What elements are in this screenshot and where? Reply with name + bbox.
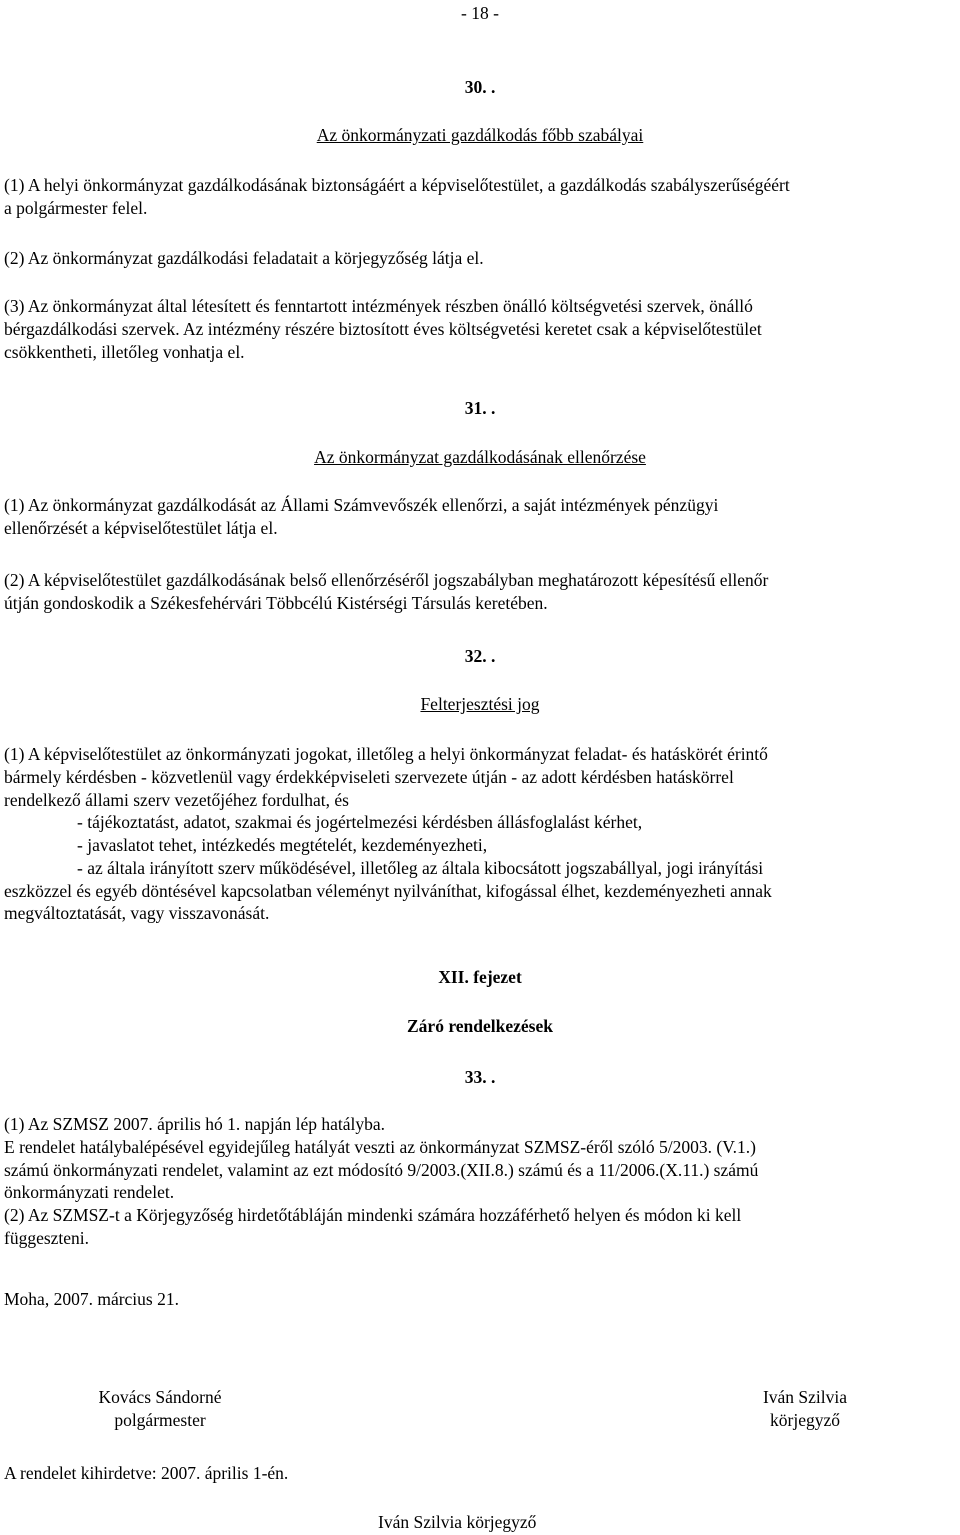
chapter-number: XII. fejezet (438, 967, 522, 987)
section-30-paragraph-1 (4, 174, 956, 220)
section-30-p1-line2: a polgármester felel. (4, 197, 148, 218)
section-32-p1-line1: (1) A képviselőtestület az önkormányzati jogokat, illetőleg a helyi önkormányzat feladat- és hatáskörét érintő (4, 744, 768, 764)
section-33-p1b-line2: számú önkormányzati rendelet, valamint az ezt módosító 9/2003.(XII.8.) számú és a 11/2006.(X.11.) számú (4, 1159, 759, 1180)
section-30-p3-line3: csökkentheti, illetőleg vonhatja el. (4, 341, 245, 362)
section-32-item-3: - az általa irányított szerv működésével, illetőleg az általa kibocsátott jogszabállyal, jogi irányítási (77, 857, 764, 878)
section-32-number: 32. . (464, 646, 496, 666)
section-30-p1-line1: (1) A helyi önkormányzat gazdálkodásának biztonságáért a képviselőtestület, a gazdálkodás szabályszerűségéért (4, 175, 790, 195)
section-32-paragraph-1 (4, 743, 956, 925)
final-signature: Iván Szilvia körjegyző (378, 1512, 537, 1532)
section-32-item-1: - tájékoztatást, adatot, szakmai és jogértelmezési kérdésben állásfoglalást kérhet, (77, 812, 643, 833)
section-30-p3-line2: bérgazdálkodási szervek. Az intézmény részére biztosított éves költségvetési keretet csak a képviselőtestület (4, 318, 762, 339)
page-number: - 18 - (461, 3, 499, 23)
promulgation-note: A rendelet kihirdetve: 2007. április 1-én. (4, 1463, 289, 1483)
section-32-tail-line2: megváltoztatását, vagy visszavonását. (4, 903, 270, 924)
signature-mayor (60, 1386, 260, 1432)
signature-notary (720, 1386, 890, 1432)
section-31-p1-line2: ellenőrzését a képviselőtestület látja el. (4, 517, 278, 538)
section-31-paragraph-2 (4, 569, 956, 615)
section-31-number: 31. . (464, 398, 496, 418)
section-31-title: Az önkormányzat gazdálkodásának ellenőrzése (314, 447, 646, 467)
section-33-p2-line1: (2) Az SZMSZ-t a Körjegyzőség hirdetőtábláján mindenki számára hozzáférhető helyen és módon ki kell (4, 1205, 742, 1225)
section-31-p2-line1: (2) A képviselőtestület gazdálkodásának belső ellenőrzéséről jogszabályban meghatározott képesítésű ellenőr (4, 570, 769, 590)
place-and-date: Moha, 2007. március 21. (4, 1289, 179, 1309)
section-33-number: 33. . (464, 1067, 496, 1087)
chapter-title: Záró rendelkezések (407, 1016, 553, 1036)
section-32-p1-line3: rendelkező állami szerv vezetőjéhez fordulhat, és (4, 789, 349, 810)
section-33-p2-line2: függeszteni. (4, 1227, 90, 1248)
section-30-paragraph-3 (4, 295, 956, 363)
section-31-p1-line1: (1) Az önkormányzat gazdálkodását az Állami Számvevőszék ellenőrzi, a saját intézmények pénzügyi (4, 495, 719, 515)
section-33-body (4, 1113, 956, 1250)
section-33-p1b-line1: E rendelet hatálybalépésével egyidejűleg hatályát veszti az önkormányzat SZMSZ-éről szóló 5/2003. (V.1.) (4, 1136, 756, 1157)
section-32-item-2: - javaslatot tehet, intézkedés megtételét, kezdeményezheti, (77, 835, 488, 855)
section-31-paragraph-1 (4, 494, 956, 540)
section-32-tail-line1: eszközzel és egyéb döntésével kapcsolatban véleményt nyilváníthat, kifogással élhet, kezdeményezheti annak (4, 880, 772, 901)
section-30-paragraph-2: (2) Az önkormányzat gazdálkodási feladatait a körjegyzőség látja el. (4, 248, 484, 268)
section-32-p1-line2: bármely kérdésben - közvetlenül vagy érdekképviseleti szervezete útján - az adott kérdésben hatáskörrel (4, 766, 734, 787)
section-30-p3-line1: (3) Az önkormányzat által létesített és fenntartott intézmények részben önálló költségvetési szervek, önálló (4, 296, 753, 316)
notary-name: Iván Szilvia (762, 1387, 848, 1407)
section-32-title: Felterjesztési jog (420, 694, 540, 714)
mayor-name: Kovács Sándorné (98, 1387, 222, 1407)
section-31-p2-line2: útján gondoskodik a Székesfehérvári Többcélú Kistérségi Társulás keretében. (4, 592, 548, 613)
notary-role: körjegyző (770, 1409, 840, 1430)
section-33-p1: (1) Az SZMSZ 2007. április hó 1. napján lép hatályba. (4, 1114, 386, 1134)
mayor-role: polgármester (114, 1409, 206, 1430)
section-30-number: 30. . (464, 77, 496, 97)
section-30-title: Az önkormányzati gazdálkodás főbb szabályai (316, 125, 644, 145)
section-33-p1b-line3: önkormányzati rendelet. (4, 1182, 175, 1203)
